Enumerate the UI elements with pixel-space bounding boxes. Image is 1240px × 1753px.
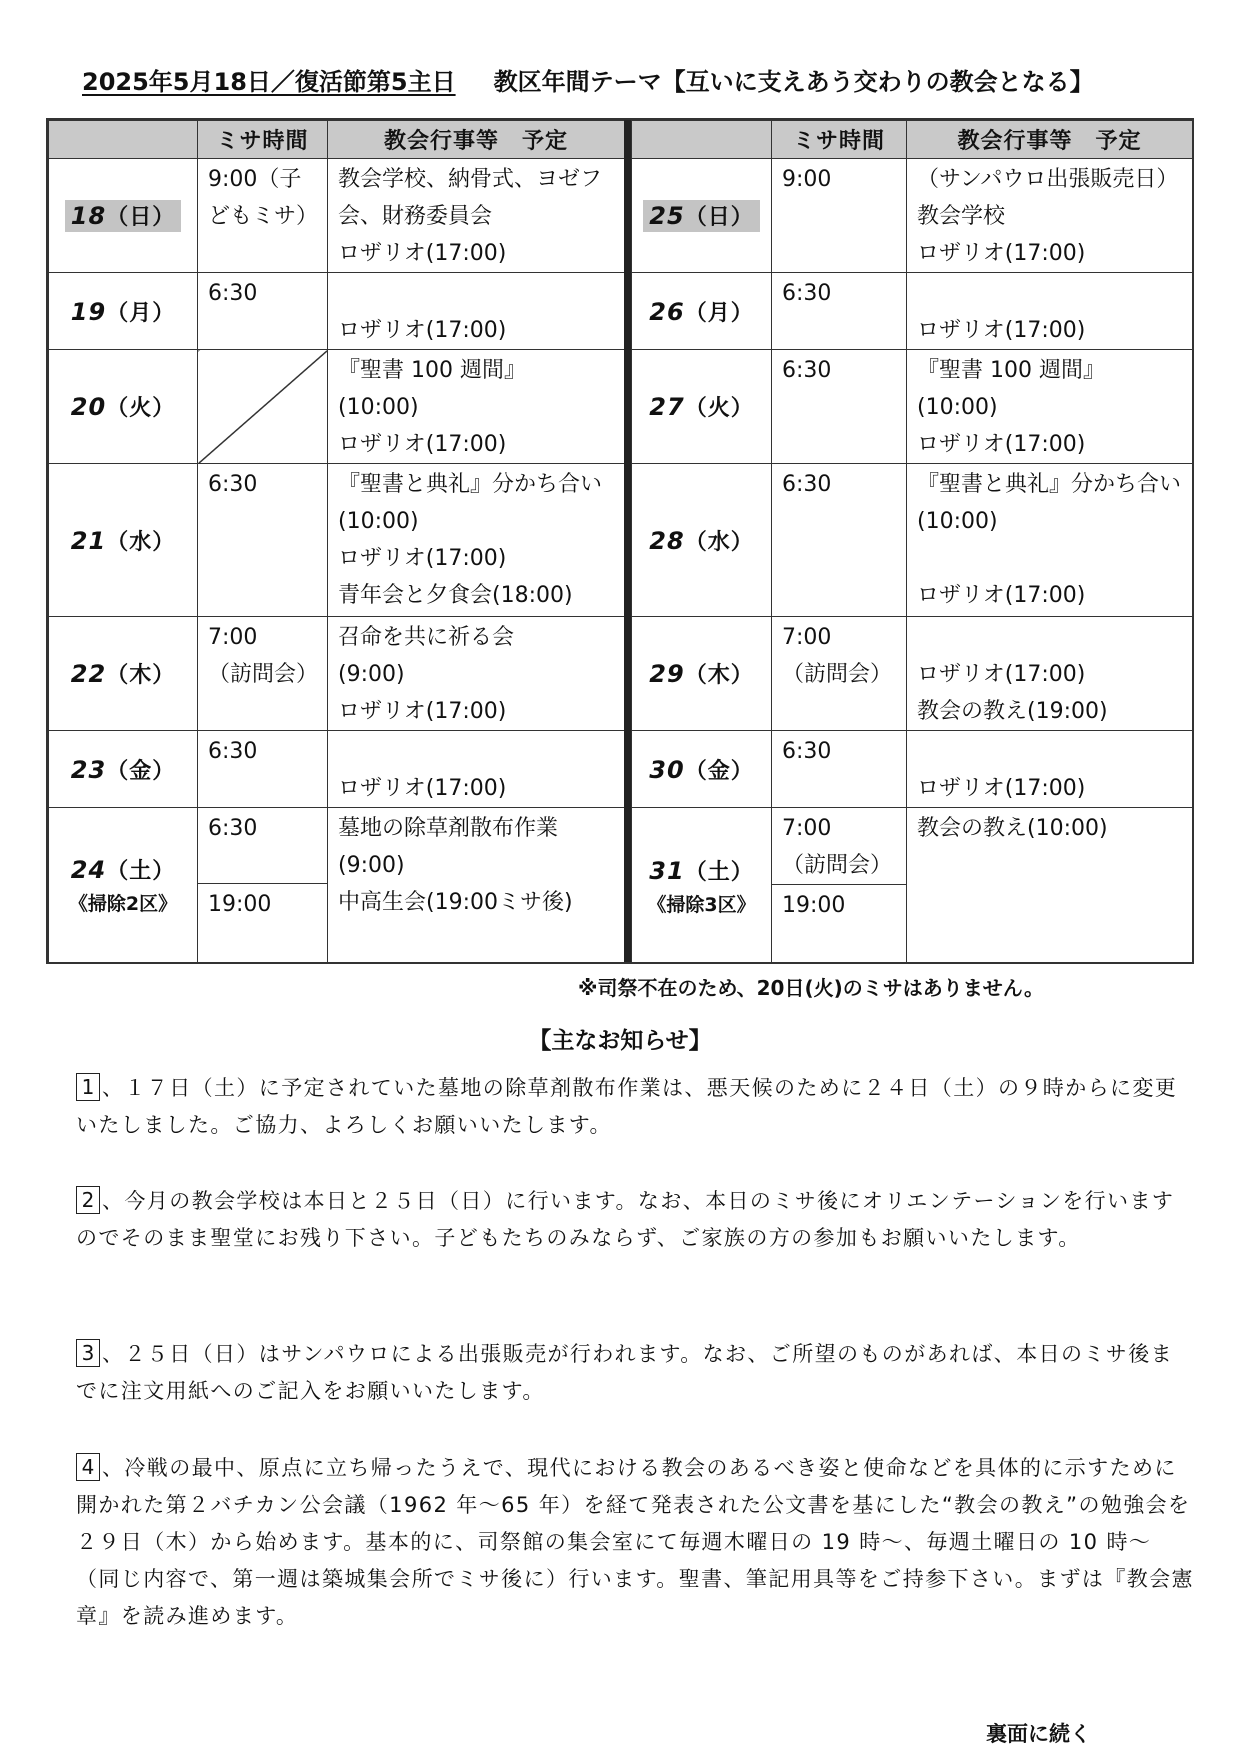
mass-time: 6:30 [772,731,907,808]
day-cell [49,464,198,617]
events: ロザリオ(17:00) [907,273,1193,350]
day-number: 27 [649,393,685,421]
notice-item [76,1070,1194,1144]
notice-text: 、２５日（日）はサンパウロによる出張販売が行われます。なお、ご所望のものがあれば、本日のミサ後までに注文用紙へのご記入をお願いいたします。 [76,1342,1173,1403]
day-cell [49,273,198,350]
events: 『聖書 100 週間』 (10:00) ロザリオ(17:00) [328,350,625,464]
notice-number: 3 [76,1339,100,1367]
cleaning-zone: 《掃除3区》 [647,893,756,916]
events: ロザリオ(17:00) [907,731,1193,808]
notice-text: 、１７日（土）に予定されていた墓地の除草剤散布作業は、悪天候のために２４日（土）の９時からに変更いたしました。ご協力、よろしくお願いいたします。 [76,1076,1178,1137]
schedule-row [49,273,625,350]
cleaning-zone: 《掃除2区》 [68,893,178,915]
schedule-row [632,617,1193,731]
mass-time: 6:30 [772,350,907,464]
schedule-row [632,731,1193,808]
mass-time: 6:30 [198,464,328,617]
notice-text: 、今月の教会学校は本日と２５日（日）に行います。なお、本日のミサ後にオリエンテーションを行いますのでそのまま聖堂にお残り下さい。子どもたちのみならず、ご家族の方の参加もお願いいたします。 [76,1189,1175,1250]
mass-time: 6:30 [198,731,328,808]
schedule-row [632,464,1193,617]
continued-note: 裏面に続く [986,1722,1091,1746]
day-number: 20 [70,393,107,421]
notices-title: 【主なお知らせ】 [528,1028,712,1054]
day-number: 22 [70,660,107,688]
weekday: （火） [106,396,176,421]
schedule-row [632,273,1193,350]
mass-time: 6:30 [198,808,328,884]
weekday: （土） [684,859,754,885]
header-day [49,121,198,159]
mass-time: 6:30 [198,273,328,350]
day-cell [49,731,198,808]
mass-time: 7:00 （訪問会） [772,808,907,885]
bulletin-title [82,62,1212,97]
day-cell [49,617,198,731]
notice-item [76,1450,1194,1635]
notice-text: 、冷戦の最中、原点に立ち帰ったうえで、現代における教会のあるべき姿と使命などを具体的に示すために開かれた第２バチカン公会議（1962 年～65 年）を経て発表された公文書を基にした“教会の教え”の勉強会を２９日（木）から始めます。基本的に、司祭館の集会室にて毎週木曜日の 19 時～、毎週土曜日の 10 時～（同じ内容で、第一週は築城集会所でミサ後に）行います。聖書、筆記用具等をご持参下さい。まずは『教会憲章』を読み進めます。 [76,1456,1194,1628]
events: ロザリオ(17:00) [328,273,625,350]
weekday: （水） [106,529,176,555]
header-mass-time: ミサ時間 [198,121,328,159]
mass-time: 9:00 [772,159,907,273]
day-cell [632,617,772,731]
day-cell [632,273,772,350]
weekday: （金） [106,758,176,784]
mass-time: 19:00 [772,885,907,964]
events: 『聖書と典礼』分かち合い (10:00) ロザリオ(17:00) 青年会と夕食会(18:00) [328,464,625,617]
day-cell [632,464,772,617]
events: （サンパウロ出張販売日） 教会学校 ロザリオ(17:00) [907,159,1193,273]
schedule-row [632,159,1193,273]
schedule-note: ※司祭不在のため、20日(火)のミサはありません。 [578,976,1044,1000]
day-cell [49,350,198,464]
schedule-row [49,731,625,808]
events: 教会の教え(10:00) [907,808,1193,964]
schedule-week-1 [48,120,624,962]
weekday: （木） [684,663,754,688]
schedule-row [49,350,625,464]
mass-time: 19:00 [198,884,328,963]
header-events: 教会行事等 予定 [328,121,625,159]
schedule-week-2 [631,120,1192,962]
day-number: 31 [649,856,685,885]
schedule-grid-right [631,120,1193,964]
weekday: （日） [684,205,754,230]
weekday: （月） [106,300,176,326]
date-line: 2025年5月18日／復活節第5主日 [82,68,456,96]
mass-time: 9:00（子 どもミサ） [198,159,328,273]
mass-time: 7:00 （訪問会） [772,617,907,731]
day-number: 30 [649,755,685,784]
notice-number: 1 [76,1073,100,1101]
header-mass-time: ミサ時間 [772,121,907,159]
weekday: （火） [684,396,754,421]
notice-item [76,1183,1194,1257]
weekday: （土） [106,859,176,884]
mass-time: 6:30 [772,464,907,617]
header-events: 教会行事等 予定 [907,121,1193,159]
weekday: （水） [684,529,754,555]
events: 教会学校、納骨式、ヨゼフ 会、財務委員会 ロザリオ(17:00) [328,159,625,273]
events: ロザリオ(17:00) 教会の教え(19:00) [907,617,1193,731]
day-cell [632,159,772,273]
column-divider [624,120,631,962]
events: 墓地の除草剤散布作業 (9:00) 中高生会(19:00ミサ後) [328,808,625,963]
events: 『聖書と典礼』分かち合い (10:00) ロザリオ(17:00) [907,464,1193,617]
day-number: 18 [70,202,107,230]
events: 『聖書 100 週間』 (10:00) ロザリオ(17:00) [907,350,1193,464]
weekday: （木） [106,663,176,688]
no-mass-slash [198,350,328,464]
notice-number: 4 [76,1453,100,1481]
day-number: 25 [649,202,685,230]
day-cell [49,808,198,963]
day-number: 19 [70,297,107,326]
schedule-table [46,118,1194,964]
schedule-row [49,617,625,731]
day-cell [632,350,772,464]
schedule-row [632,808,1193,885]
day-number: 24 [70,856,107,884]
day-cell [632,731,772,808]
schedule-row [49,464,625,617]
schedule-row [49,159,625,273]
day-cell [49,159,198,273]
notice-number: 2 [76,1186,100,1214]
theme-line: 教区年間テーマ【互いに支えあう交わりの教会となる】 [493,68,1094,96]
weekday: （月） [684,300,754,326]
mass-time: 7:00 （訪問会） [198,617,328,731]
header-day [632,121,772,159]
day-number: 29 [649,660,685,688]
events: ロザリオ(17:00) [328,731,625,808]
day-cell [632,808,772,964]
notice-item [76,1336,1194,1410]
events: 召命を共に祈る会 (9:00) ロザリオ(17:00) [328,617,625,731]
day-number: 28 [649,526,685,555]
day-number: 26 [649,297,685,326]
weekday: （日） [106,205,176,230]
schedule-row [632,350,1193,464]
schedule-row [49,808,625,884]
schedule-grid-left [48,120,625,963]
day-number: 23 [70,755,107,784]
weekday: （金） [684,758,754,784]
mass-time: 6:30 [772,273,907,350]
day-number: 21 [70,526,107,555]
